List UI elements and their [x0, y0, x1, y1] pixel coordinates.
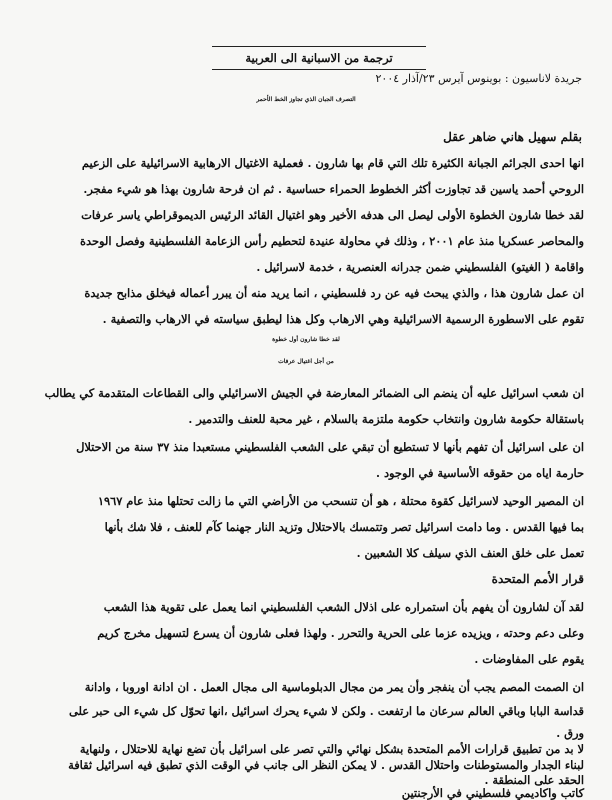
text-line: والمحاصر عسكريا منذ عام ٢٠٠١ ، وذلك في محاولة عنيدة لتحطيم رأس الزعامة الفلسطينية وفصل الوحدة: [80, 234, 584, 248]
section-heading: قرار الأمم المتحدة: [491, 572, 584, 586]
text-line: لا بد من تطبيق قرارات الأمم المتحدة بشكل نهائي والتي تصر على اسرائيل بأن تضع نهاية للاحتلال ، ولنهاية: [79, 742, 584, 756]
text-line: لبناء الجدار والمستوطنات واحتلال القدس . لا يمكن النظر الى جانب في الوقت الذي تطبق فيه اسرائيل ثقافة: [68, 758, 584, 772]
text-line: الروحي أحمد ياسين قد تجاوزت أكثر الخطوط الحمراء حساسية . ثم ان فرحة شارون بهذا هو شيء مفجر.: [83, 182, 584, 196]
text-line: ان على اسرائيل أن تفهم بأنها لا تستطيع أن تبقي على الشعب الفلسطيني مستعبدا منذ ٣٧ سنة من الاحتلال: [76, 440, 584, 454]
text-line: ان المصير الوحيد لاسرائيل كقوة محتلة ، هو أن تنسحب من الأراضي التي ما زالت تحتلها منذ عام ١٩٦٧: [97, 494, 584, 508]
byline: بقلم سهيل هاني ضاهر عقل: [443, 130, 582, 144]
text-line: قداسة البابا وباقي العالم سرعان ما ارتفعت . ولكن لا شيء يحرك اسرائيل ،انها تحوّل كل شيء الى حبر على: [68, 704, 584, 718]
source-line: جريدة لاناسيون : بوينوس آيرس ٢٣/آذار ٢٠٠٤: [375, 72, 582, 85]
text-line: الحقد على المنطقة .: [484, 773, 584, 787]
subheading: من أجل اغتيال عرفات: [278, 358, 334, 365]
text-line: ان شعب اسرائيل عليه أن ينضم الى الضمائر المعارضة في الجيش الاسرائيلي والى القطاعات المتقدمة كي يطالب: [44, 386, 584, 400]
text-line: تقوم على الاسطورة الرسمية الاسرائيلية وهي الارهاب وكل هذا ليطبق سياسته في الارهاب والتصفية .: [102, 312, 584, 326]
translation-header: ترجمة من الاسبانية الى العربية: [212, 46, 426, 70]
text-line: لقد آن لشارون أن يفهم بأن استمراره على اذلال الشعب الفلسطيني انما يعمل على تقوية هذا الشعب: [103, 600, 584, 614]
text-line: حارمة اياه من حقوقه الأساسية في الوجود .: [376, 466, 584, 480]
text-line: تعمل على خلق العنف الذي سيلف كلا الشعبين .: [356, 546, 584, 560]
text-line: باستقالة حكومة شارون وانتخاب حكومة ملتزمة بالسلام ، غير محبة للعنف والتدمير .: [188, 412, 584, 426]
article-title: التصرف الجبان الذي تجاوز الخط الأحمر: [256, 96, 356, 103]
text-line: وعلى دعم وحدته ، ويزيده عزما على الحرية والتحرر . ولهذا فعلى شارون أن يسرع لتسهيل مخرج كريم: [97, 626, 584, 640]
text-line: ان الصمت المصم يجب أن ينفجر وأن يمر من مجال الدبلوماسية الى مجال العمل . ان ادانة اوروبا ، وادانة: [84, 680, 584, 694]
text-line: واقامة ( الغيتو) الفلسطيني ضمن جدرانه العنصرية ، خدمة لاسرائيل .: [256, 260, 584, 274]
text-line: ورق .: [556, 726, 584, 740]
text-line: لقد خطا شارون الخطوة الأولى ليصل الى هدفه الأخير وهو اغتيال القائد الرئيس الديموقراطي ياسر عرفات: [81, 208, 584, 222]
text-line: ان عمل شارون هذا ، والذي يبحث فيه عن رد فلسطيني ، انما يريد منه أن يبرر أعماله فيخلق مذابح جديدة: [84, 286, 584, 300]
author-note: كاتب واكاديمي فلسطيني في الأرجنتين: [401, 786, 584, 800]
text-line: انها احدى الجرائم الجبانة الكثيرة تلك التي قام بها شارون . فعملية الاغتيال الارهابية الاسرائيلية على الزعيم: [81, 156, 584, 170]
subheading: لقد خطا شارون أول خطوة: [272, 336, 340, 343]
text-line: يقوم على المفاوضات .: [474, 652, 584, 666]
text-line: بما فيها القدس . وما دامت اسرائيل تصر وتتمسك بالاحتلال وتزيد النار جهنما كآم للعنف ، فلا شك بأنها: [104, 520, 584, 534]
